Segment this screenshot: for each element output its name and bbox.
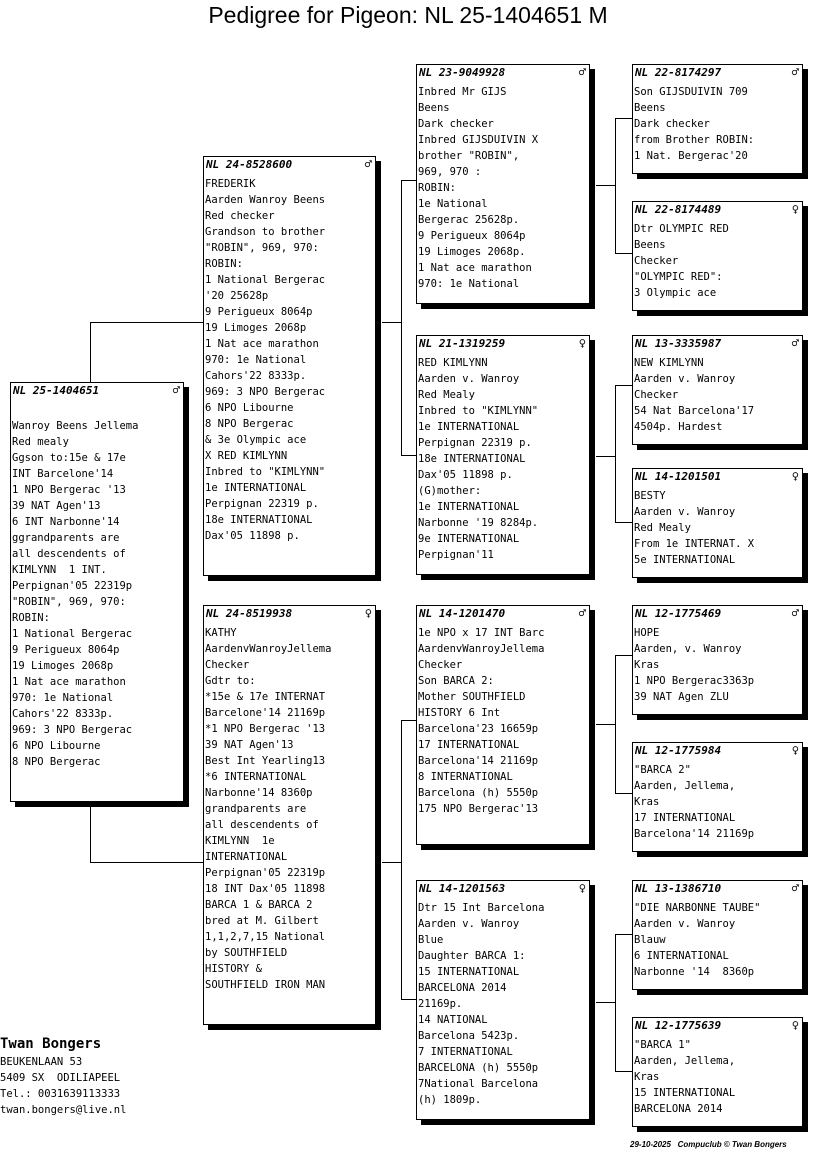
detail-line: 1 NPO Bergerac3363p	[634, 675, 755, 687]
detail-line: SOUTHFIELD IRON MAN	[205, 979, 326, 991]
bird-details	[633, 84, 802, 164]
sex-icon: ♂	[364, 157, 372, 171]
detail-line: 6 INTERNATIONAL	[634, 950, 729, 962]
ring-label: NL 25-1404651	[13, 384, 100, 397]
detail-line: 15 INTERNATIONAL	[418, 966, 520, 978]
owner-address: BEUKENLAAN 53	[0, 1056, 83, 1068]
detail-line: HISTORY &	[205, 963, 262, 975]
detail-line: Narbonne '14 8360p	[634, 966, 755, 978]
detail-line: 6 NPO Libourne	[205, 402, 294, 414]
pedigree-card-dam-sire	[416, 605, 590, 845]
detail-line: Cahors'22 8333p.	[205, 370, 307, 382]
detail-line: ROBIN:	[418, 182, 456, 194]
sex-icon: ♀	[791, 202, 799, 216]
detail-line: Best Int Yearling13	[205, 755, 326, 767]
detail-line: Perpignan'05 22319p	[12, 580, 133, 592]
detail-line: HOPE	[634, 627, 660, 639]
detail-line: 19 Limoges 2068p	[12, 660, 114, 672]
detail-line: brother "ROBIN",	[418, 150, 520, 162]
pedigree-card-sss	[632, 64, 803, 174]
detail-line: Checker	[205, 659, 250, 671]
owner-postcode: 5409 SX ODILIAPEEL	[0, 1072, 121, 1084]
detail-line: all descendents of	[205, 819, 319, 831]
detail-line: Inbred Mr GIJS	[418, 86, 507, 98]
connector-line	[401, 455, 416, 456]
connector-line	[615, 118, 632, 119]
ring-number	[204, 606, 375, 621]
detail-line: 969: 3 NPO Bergerac	[12, 724, 133, 736]
detail-line: "BARCA 2"	[634, 764, 691, 776]
ring-number	[633, 65, 802, 80]
owner-block	[0, 1034, 126, 1118]
detail-line: 1 NPO Bergerac '13	[12, 484, 126, 496]
detail-line: ROBIN:	[12, 612, 50, 624]
detail-line: 969, 970 :	[418, 166, 482, 178]
detail-line: 969: 3 NPO Bergerac	[205, 386, 326, 398]
detail-line: (G)mother:	[418, 485, 482, 497]
detail-line: 7 INTERNATIONAL	[418, 1046, 513, 1058]
connector-line	[596, 1002, 616, 1003]
detail-line: HISTORY 6 Int	[418, 707, 501, 719]
detail-line: Inbred to "KIMLYNN"	[205, 466, 326, 478]
connector-line	[615, 793, 632, 794]
detail-line: 18e INTERNATIONAL	[418, 453, 526, 465]
sex-icon: ♂	[791, 65, 799, 79]
connector-line	[615, 385, 632, 386]
bird-details	[204, 625, 375, 993]
connector-line	[90, 322, 91, 384]
detail-line: Dax'05 11898 p.	[205, 530, 300, 542]
pedigree-card-sds	[632, 335, 803, 445]
detail-line: INT Barcelone'14	[12, 468, 114, 480]
pedigree-card-ddd	[632, 1017, 803, 1127]
detail-line: Narbonne'14 8360p	[205, 787, 313, 799]
detail-line: Barcelona (h) 5550p	[418, 787, 539, 799]
detail-line: 7National Barcelona	[418, 1078, 539, 1090]
detail-line: Perpignan'05 22319p	[205, 867, 326, 879]
pedigree-card-sire-sire	[416, 64, 590, 304]
ring-label: NL 14-1201563	[419, 882, 506, 895]
detail-line: Inbred GIJSDUIVIN X	[418, 134, 539, 146]
sex-icon: ♂	[791, 336, 799, 350]
ring-number	[417, 65, 589, 80]
detail-line: Perpignan 22319 p.	[205, 498, 319, 510]
sex-icon: ♂	[791, 881, 799, 895]
ring-number	[417, 336, 589, 351]
sex-icon: ♀	[364, 606, 372, 620]
ring-label: NL 24-8519938	[206, 607, 293, 620]
bird-details	[417, 84, 589, 292]
detail-line: Son GIJSDUIVIN 709	[634, 86, 748, 98]
sex-icon: ♂	[791, 606, 799, 620]
detail-line: Perpignan 22319 p.	[418, 437, 532, 449]
sex-icon: ♂	[578, 606, 586, 620]
connector-line	[615, 522, 632, 523]
connector-line	[596, 456, 616, 457]
detail-line: Red mealy	[12, 436, 69, 448]
detail-line: Blue	[418, 934, 444, 946]
detail-line: Aarden Wanroy Beens	[205, 194, 326, 206]
detail-line: Barcelone'14 21169p	[205, 707, 326, 719]
connector-line	[401, 180, 416, 181]
detail-line: 4504p. Hardest	[634, 421, 723, 433]
detail-line: Ggson to:15e & 17e	[12, 452, 126, 464]
detail-line: 1 National Bergerac	[12, 628, 133, 640]
bird-details	[417, 625, 589, 817]
ring-label: NL 12-1775469	[635, 607, 722, 620]
detail-line: Red checker	[205, 210, 275, 222]
detail-line: 9e INTERNATIONAL	[418, 533, 520, 545]
connector-line	[401, 180, 402, 456]
connector-line	[401, 999, 416, 1000]
detail-line: 970: 1e National	[12, 692, 114, 704]
detail-line: 5e INTERNATIONAL	[634, 554, 736, 566]
detail-line: 175 NPO Bergerac'13	[418, 803, 539, 815]
connector-line	[90, 322, 203, 323]
detail-line: Red Mealy	[634, 522, 691, 534]
detail-line: *1 NPO Bergerac '13	[205, 723, 326, 735]
ring-number	[633, 1018, 802, 1033]
detail-line: BARCA 1 & BARCA 2	[205, 899, 313, 911]
sex-icon: ♀	[578, 336, 586, 350]
detail-line: "ROBIN", 969, 970:	[12, 596, 126, 608]
detail-line: 970: 1e National	[205, 354, 307, 366]
bird-details	[633, 900, 802, 980]
pedigree-card-dss	[632, 605, 803, 715]
detail-line: Dark checker	[634, 118, 710, 130]
detail-line: Barcelona'14 21169p	[418, 755, 539, 767]
detail-line: Checker	[418, 659, 463, 671]
sex-icon: ♀	[578, 881, 586, 895]
detail-line: Dtr OLYMPIC RED	[634, 223, 729, 235]
ring-label: NL 23-9049928	[419, 66, 506, 79]
detail-line: 39 NAT Agen'13	[205, 739, 294, 751]
detail-line: Beens	[634, 102, 666, 114]
detail-line: bred at M. Gilbert	[205, 915, 319, 927]
detail-line: from Brother ROBIN:	[634, 134, 755, 146]
ring-label: NL 12-1775984	[635, 744, 722, 757]
connector-line	[615, 655, 616, 794]
detail-line: Dtr 15 Int Barcelona	[418, 902, 545, 914]
detail-line: Aarden, Jellema,	[634, 780, 736, 792]
sex-icon: ♀	[791, 469, 799, 483]
connector-line	[401, 720, 402, 1000]
pedigree-card-sire-dam	[416, 335, 590, 575]
pedigree-card-sire	[203, 156, 376, 576]
connector-line	[596, 724, 616, 725]
detail-line: 6 NPO Libourne	[12, 740, 101, 752]
ring-number	[633, 336, 802, 351]
detail-line: 1 Nat ace marathon	[12, 676, 126, 688]
ring-label: NL 12-1775639	[635, 1019, 722, 1032]
connector-line	[90, 806, 91, 862]
detail-line: '20 25628p	[205, 290, 269, 302]
detail-line: 39 NAT Agen'13	[12, 500, 101, 512]
detail-line: ggrandparents are	[12, 532, 120, 544]
bird-details	[633, 625, 802, 705]
ring-label: NL 13-1386710	[635, 882, 722, 895]
detail-line: 19 Limoges 2068p	[205, 322, 307, 334]
detail-line: ROBIN:	[205, 258, 243, 270]
detail-line: Barcelona'23 16659p	[418, 723, 539, 735]
detail-line: Aarden v. Wanroy	[634, 373, 736, 385]
detail-line	[12, 402, 183, 418]
detail-line: Wanroy Beens Jellema	[12, 420, 139, 432]
ring-number	[417, 881, 589, 896]
detail-line: Grandson to brother	[205, 226, 326, 238]
detail-line: 1e INTERNATIONAL	[205, 482, 307, 494]
ring-label: NL 21-1319259	[419, 337, 506, 350]
sex-icon: ♀	[791, 1018, 799, 1032]
bird-details	[417, 900, 589, 1108]
detail-line: Narbonne '19 8284p.	[418, 517, 539, 529]
detail-line: Checker	[634, 255, 679, 267]
connector-line	[615, 1071, 632, 1072]
detail-line: Barcelona 5423p.	[418, 1030, 520, 1042]
bird-details	[417, 355, 589, 563]
detail-line: 1,1,2,7,15 National	[205, 931, 326, 943]
footer-credit: 29-10-2025 Compuclub © Twan Bongers	[630, 1140, 787, 1149]
ring-label: NL 24-8528600	[206, 158, 293, 171]
detail-line: Aarden v. Wanroy	[634, 506, 736, 518]
detail-line: AardenvWanroyJellema	[205, 643, 332, 655]
detail-line: 3 Olympic ace	[634, 287, 717, 299]
detail-line: KIMLYNN 1e	[205, 835, 275, 847]
detail-line: 18e INTERNATIONAL	[205, 514, 313, 526]
detail-line: Barcelona'14 21169p	[634, 828, 755, 840]
ring-number	[633, 469, 802, 484]
detail-line: NEW KIMLYNN	[634, 357, 704, 369]
detail-line: Kras	[634, 796, 660, 808]
bird-details	[633, 221, 802, 301]
detail-line: "DIE NARBONNE TAUBE"	[634, 902, 761, 914]
owner-name: Twan Bongers	[0, 1036, 102, 1052]
ring-label: NL 13-3335987	[635, 337, 722, 350]
connector-line	[382, 862, 402, 863]
connector-line	[382, 322, 402, 323]
detail-line: Inbred to "KIMLYNN"	[418, 405, 539, 417]
detail-line: *15e & 17e INTERNAT	[205, 691, 326, 703]
detail-line: Aarden v. Wanroy	[418, 918, 520, 930]
detail-line: 8 NPO Bergerac	[205, 418, 294, 430]
detail-line: Aarden, v. Wanroy	[634, 643, 742, 655]
detail-line: KATHY	[205, 627, 237, 639]
detail-line: 39 NAT Agen ZLU	[634, 691, 729, 703]
detail-line: 17 INTERNATIONAL	[634, 812, 736, 824]
bird-details	[633, 1037, 802, 1117]
bird-details	[633, 762, 802, 842]
detail-line: From 1e INTERNAT. X	[634, 538, 755, 550]
detail-line: Son BARCA 2:	[418, 675, 494, 687]
bird-details	[204, 176, 375, 544]
detail-line: & 3e Olympic ace	[205, 434, 307, 446]
pedigree-card-dsd	[632, 742, 803, 852]
detail-line: 9 Perigueux 8064p	[418, 230, 526, 242]
detail-line: 1e National	[418, 198, 488, 210]
detail-line: Dax'05 11898 p.	[418, 469, 513, 481]
ring-label: NL 14-1201501	[635, 470, 722, 483]
connector-line	[615, 655, 632, 656]
detail-line: Red Mealy	[418, 389, 475, 401]
detail-line: Aarden, Jellema,	[634, 1055, 736, 1067]
detail-line: 1e INTERNATIONAL	[418, 501, 520, 513]
detail-line: X RED KIMLYNN	[205, 450, 288, 462]
detail-line: KIMLYNN 1 INT.	[12, 564, 107, 576]
pedigree-card-ssd	[632, 201, 803, 311]
bird-details	[633, 355, 802, 435]
detail-line: Dark checker	[418, 118, 494, 130]
detail-line: Aarden v. Wanroy	[418, 373, 520, 385]
ring-label: NL 22-8174489	[635, 203, 722, 216]
detail-line: 8 NPO Bergerac	[12, 756, 101, 768]
connector-line	[615, 253, 632, 254]
detail-line: BESTY	[634, 490, 666, 502]
detail-line: Cahors'22 8333p.	[12, 708, 114, 720]
detail-line: by SOUTHFIELD	[205, 947, 288, 959]
page-title: Pedigree for Pigeon: NL 25-1404651 M	[208, 2, 608, 28]
detail-line: 970: 1e National	[418, 278, 520, 290]
detail-line: Daughter BARCA 1:	[418, 950, 526, 962]
detail-line: Bergerac 25628p.	[418, 214, 520, 226]
sex-icon: ♂	[172, 383, 180, 397]
sex-icon: ♂	[578, 65, 586, 79]
detail-line: 21169p.	[418, 998, 463, 1010]
detail-line: Kras	[634, 1071, 660, 1083]
detail-line: BARCELONA 2014	[418, 982, 507, 994]
detail-line: Beens	[418, 102, 450, 114]
detail-line: Beens	[634, 239, 666, 251]
connector-line	[615, 385, 616, 523]
detail-line: 1e INTERNATIONAL	[418, 421, 520, 433]
detail-line: 19 Limoges 2068p.	[418, 246, 526, 258]
detail-line: 6 INT Narbonne'14	[12, 516, 120, 528]
pedigree-card-dam	[203, 605, 376, 1025]
detail-line: AardenvWanroyJellema	[418, 643, 545, 655]
bird-details	[633, 488, 802, 568]
detail-line: (h) 1809p.	[418, 1094, 482, 1106]
detail-line: 8 INTERNATIONAL	[418, 771, 513, 783]
detail-line: Kras	[634, 659, 660, 671]
detail-line: "ROBIN", 969, 970:	[205, 242, 319, 254]
owner-phone: Tel.: 0031639113333	[0, 1088, 121, 1100]
pedigree-card-sdd	[632, 468, 803, 578]
connector-line	[615, 934, 616, 1072]
detail-line: 15 INTERNATIONAL	[634, 1087, 736, 1099]
connector-line	[615, 118, 616, 254]
detail-line: "BARCA 1"	[634, 1039, 691, 1051]
detail-line: Aarden v. Wanroy	[634, 918, 736, 930]
ring-number	[633, 743, 802, 758]
connector-line	[401, 720, 416, 721]
detail-line: 9 Perigueux 8064p	[205, 306, 313, 318]
detail-line: all descendents of	[12, 548, 126, 560]
detail-line: 1 National Bergerac	[205, 274, 326, 286]
ring-number	[204, 157, 375, 172]
sex-icon: ♀	[791, 743, 799, 757]
ring-number	[633, 606, 802, 621]
detail-line: 1e NPO x 17 INT Barc	[418, 627, 545, 639]
detail-line: 54 Nat Barcelona'17	[634, 405, 755, 417]
detail-line: INTERNATIONAL	[205, 851, 288, 863]
pedigree-card-dam-dam	[416, 880, 590, 1120]
detail-line: Checker	[634, 389, 679, 401]
detail-line: *6 INTERNATIONAL	[205, 771, 307, 783]
detail-line: 18 INT Dax'05 11898	[205, 883, 326, 895]
ring-number	[633, 881, 802, 896]
detail-line: grandparents are	[205, 803, 307, 815]
detail-line: Blauw	[634, 934, 666, 946]
detail-line: Mother SOUTHFIELD	[418, 691, 526, 703]
connector-line	[615, 934, 632, 935]
detail-line: 14 NATIONAL	[418, 1014, 488, 1026]
bird-details	[11, 402, 183, 770]
detail-line: 1 Nat ace marathon	[418, 262, 532, 274]
connector-line	[596, 185, 616, 186]
detail-line: 1 Nat. Bergerac'20	[634, 150, 748, 162]
connector-line	[90, 862, 203, 863]
owner-email: twan.bongers@live.nl	[0, 1104, 127, 1116]
ring-number	[417, 606, 589, 621]
ring-label: NL 14-1201470	[419, 607, 506, 620]
detail-line: FREDERIK	[205, 178, 256, 190]
detail-line: "OLYMPIC RED":	[634, 271, 723, 283]
detail-line: Perpignan'11	[418, 549, 494, 561]
ring-label: NL 22-8174297	[635, 66, 722, 79]
detail-line: 9 Perigueux 8064p	[12, 644, 120, 656]
ring-number	[11, 383, 183, 398]
pedigree-card-subject	[10, 382, 184, 802]
detail-line: Gdtr to:	[205, 675, 256, 687]
ring-number	[633, 202, 802, 217]
detail-line: BARCELONA 2014	[634, 1103, 723, 1115]
detail-line: 17 INTERNATIONAL	[418, 739, 520, 751]
pedigree-card-dds	[632, 880, 803, 990]
detail-line: 1 Nat ace marathon	[205, 338, 319, 350]
detail-line: RED KIMLYNN	[418, 357, 488, 369]
detail-line: BARCELONA (h) 5550p	[418, 1062, 539, 1074]
